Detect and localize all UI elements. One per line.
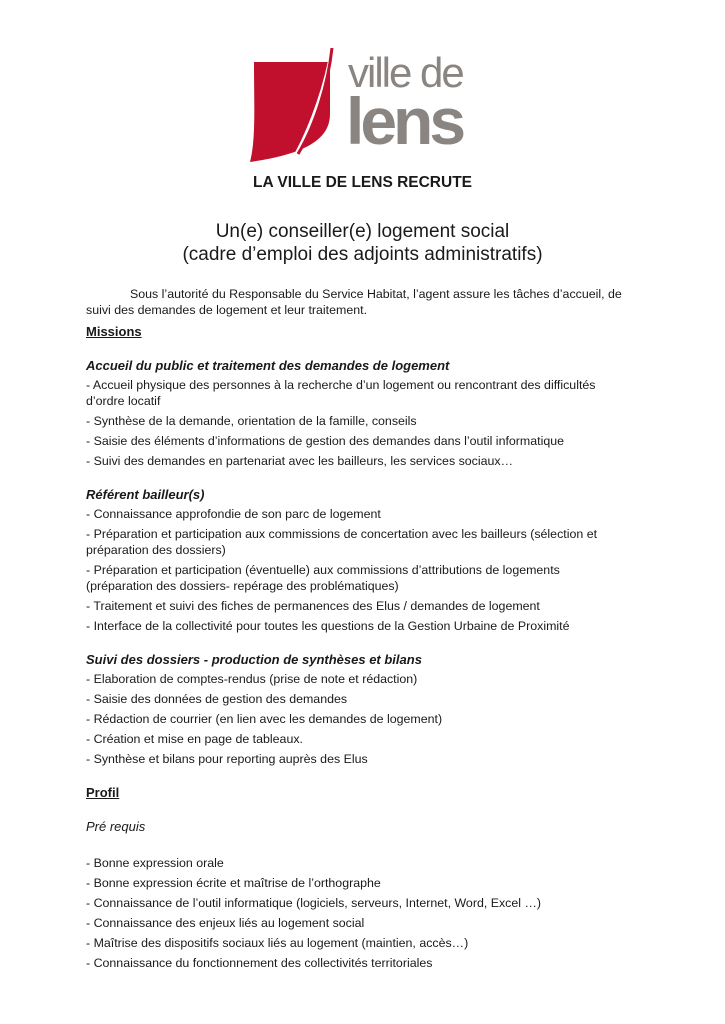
mission-group-referent (86, 487, 626, 634)
mission-group-accueil (86, 358, 626, 469)
list-item: - Connaissance de l’outil informatique (logiciels, serveurs, Internet, Word, Excel …) (86, 896, 541, 910)
list-item: - Interface de la collectivité pour toutes les questions de la Gestion Urbaine de Proximité (86, 619, 570, 633)
list-item: - Connaissance du fonctionnement des collectivités territoriales (86, 956, 433, 970)
mission-list (86, 506, 626, 634)
list-item: - Bonne expression écrite et maîtrise de l’orthographe (86, 876, 381, 890)
list-item: - Elaboration de comptes-rendus (prise de note et rédaction) (86, 672, 418, 686)
mission-list (86, 671, 626, 767)
list-item: - Rédaction de courrier (en lien avec les demandes de logement) (86, 712, 443, 726)
document-body (86, 286, 626, 975)
list-item: - Traitement et suivi des fiches de permanences des Elus / demandes de logement (86, 599, 540, 613)
profil-list (86, 855, 626, 971)
job-title-line-2: (cadre d’emploi des adjoints administratifs) (182, 244, 543, 265)
list-item: - Synthèse et bilans pour reporting auprès des Elus (86, 752, 368, 766)
list-item: - Accueil physique des personnes à la recherche d’un logement ou rencontrant des difficultés d’ordre locatif (86, 378, 596, 408)
mission-list (86, 377, 626, 469)
recruitment-heading: LA VILLE DE LENS RECRUTE (252, 174, 473, 191)
mission-group-title: Référent bailleur(s) (86, 487, 205, 502)
job-title (0, 220, 725, 266)
mission-group-title: Accueil du public et traitement des demandes de logement (86, 358, 450, 373)
list-item: - Connaissance approfondie de son parc de logement (86, 507, 381, 521)
logo-text-lens: lens (346, 84, 463, 158)
prerequis-heading: Pré requis (86, 819, 146, 834)
job-title-line-1: Un(e) conseiller(e) logement social (215, 221, 510, 242)
list-item: - Préparation et participation aux commissions de concertation avec les bailleurs (sélection et préparation des dossiers) (86, 527, 598, 557)
list-item: - Bonne expression orale (86, 856, 224, 870)
intro-paragraph: Sous l’autorité du Responsable du Service Habitat, l’agent assure les tâches d’accueil, de suivi des demandes de logement et leur traitement. (86, 287, 622, 317)
logo-text-ville-de: ville de (348, 49, 463, 96)
list-item: - Création et mise en page de tableaux. (86, 732, 303, 746)
list-item: - Synthèse de la demande, orientation de la famille, conseils (86, 414, 417, 428)
mission-group-title: Suivi des dossiers - production de synthèses et bilans (86, 652, 422, 667)
list-item: - Maîtrise des dispositifs sociaux liés au logement (maintien, accès…) (86, 936, 469, 950)
list-item: - Préparation et participation (éventuelle) aux commissions d’attributions de logements (préparation des dossiers- repérage des problématiques) (86, 563, 560, 593)
list-item: - Connaissance des enjeux liés au logement social (86, 916, 365, 930)
ville-de-lens-logo (246, 44, 476, 164)
shield-icon (246, 44, 346, 164)
list-item: - Suivi des demandes en partenariat avec les bailleurs, les services sociaux… (86, 454, 513, 468)
mission-group-suivi (86, 652, 626, 767)
profil-heading: Profil (86, 785, 120, 800)
missions-heading: Missions (86, 324, 142, 339)
list-item: - Saisie des éléments d’informations de gestion des demandes dans l’outil informatique (86, 434, 564, 448)
list-item: - Saisie des données de gestion des demandes (86, 692, 348, 706)
